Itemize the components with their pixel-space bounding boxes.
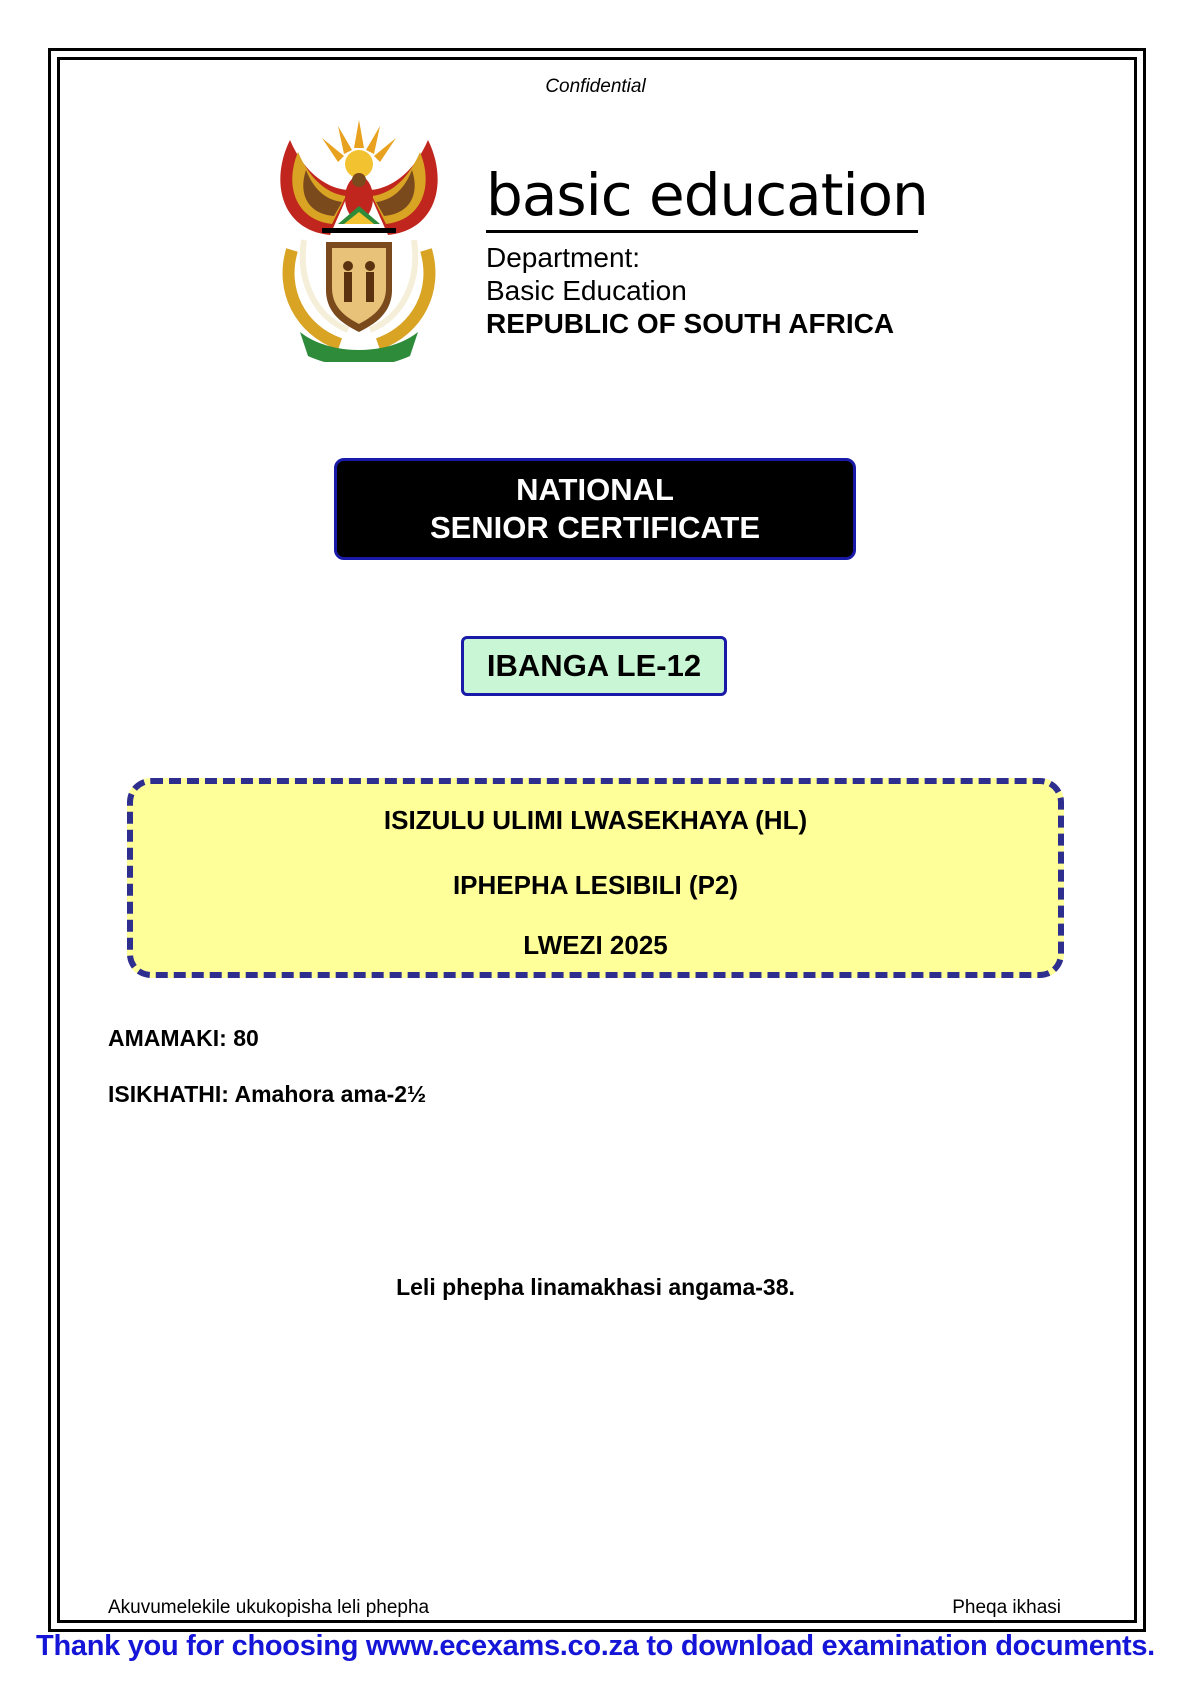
certificate-banner <box>334 458 856 560</box>
certificate-line-2: SENIOR CERTIFICATE <box>429 510 761 545</box>
watermark-link[interactable]: Thank you for choosing www.ecexams.co.za to download examination documents. <box>36 1630 1155 1662</box>
turn-page-note: Pheqa ikhasi <box>952 1597 1061 1618</box>
time-info: ISIKHATHI: Amahora ama-2½ <box>108 1081 427 1107</box>
confidential-label: Confidential <box>545 76 646 97</box>
basic-education-title: basic education <box>486 161 928 229</box>
title-underline <box>486 230 918 233</box>
copy-notice: Akuvumelekile ukukopisha leli phepha <box>108 1597 430 1618</box>
pages-note: Leli phepha linamakhasi angama-38. <box>396 1274 795 1300</box>
certificate-line-1: NATIONAL <box>516 472 674 507</box>
department-name: Basic Education <box>486 275 687 306</box>
subject-name: ISIZULU ULIMI LWASEKHAYA (HL) <box>383 805 808 835</box>
marks-info: AMAMAKI: 80 <box>108 1025 259 1051</box>
grade-badge: IBANGA LE-12 <box>461 636 727 696</box>
department-label: Department: <box>486 242 641 273</box>
country-name: REPUBLIC OF SOUTH AFRICA <box>486 308 895 339</box>
paper-number: IPHEPHA LESIBILI (P2) <box>452 870 739 900</box>
coat-of-arms-icon <box>270 120 448 362</box>
exam-date: LWEZI 2025 <box>523 930 668 960</box>
